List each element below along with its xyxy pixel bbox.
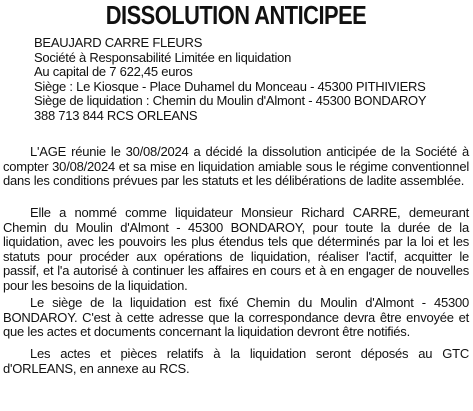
paragraph-liquidator: Elle a nommé comme liquidateur Monsieur Richard CARRE, demeurant Chemin du Moulin d'Almont - 45300 BONDAROY, pour toute la durée de la liquidation, avec les pouvoirs les plus étendus tels que déterminés par la loi et les statuts pour procéder aux opérations de liquidation, réaliser l'actif, acquitter le passif, et l'a autorisé à continuer les affaires en cours et à en engager de nouvelles pour les besoins de la liquidation. [3, 205, 469, 293]
company-details [34, 36, 470, 123]
notice-title: DISSOLUTION ANTICIPEE [105, 0, 367, 30]
company-liquidation-office: Siège de liquidation : Chemin du Moulin d'Almont - 45300 BONDAROY [34, 93, 427, 108]
company-name: BEAUJARD CARRE FLEURS [34, 35, 203, 50]
company-capital: Au capital de 7 622,45 euros [34, 64, 193, 79]
paragraph-liquidation-seat: Le siège de la liquidation est fixé Chemin du Moulin d'Almont - 45300 BONDAROY. C'est à cette adresse que la correspondance devra être envoyée et que les actes et documents concernant la liquidation devront être notifiés. [3, 295, 469, 340]
company-head-office: Siège : Le Kiosque - Place Duhamel du Monceau - 45300 PITHIVIERS [34, 78, 426, 94]
company-registration: 388 713 844 RCS ORLEANS [34, 107, 198, 123]
paragraph-dissolution: L'AGE réunie le 30/08/2024 a décidé la dissolution anticipée de la Société à compter 30/08/2024 et sa mise en liquidation amiable sous le régime conventionnel dans les conditions prévues par les statuts et les délibérations de ladite assemblée. [3, 144, 469, 189]
paragraph-filing: Les actes et pièces relatifs à la liquidation seront déposés au GTC d'ORLEANS, en annexe au RCS. [3, 346, 469, 376]
company-legal-form: Société à Responsabilité Limitée en liquidation [34, 49, 292, 65]
